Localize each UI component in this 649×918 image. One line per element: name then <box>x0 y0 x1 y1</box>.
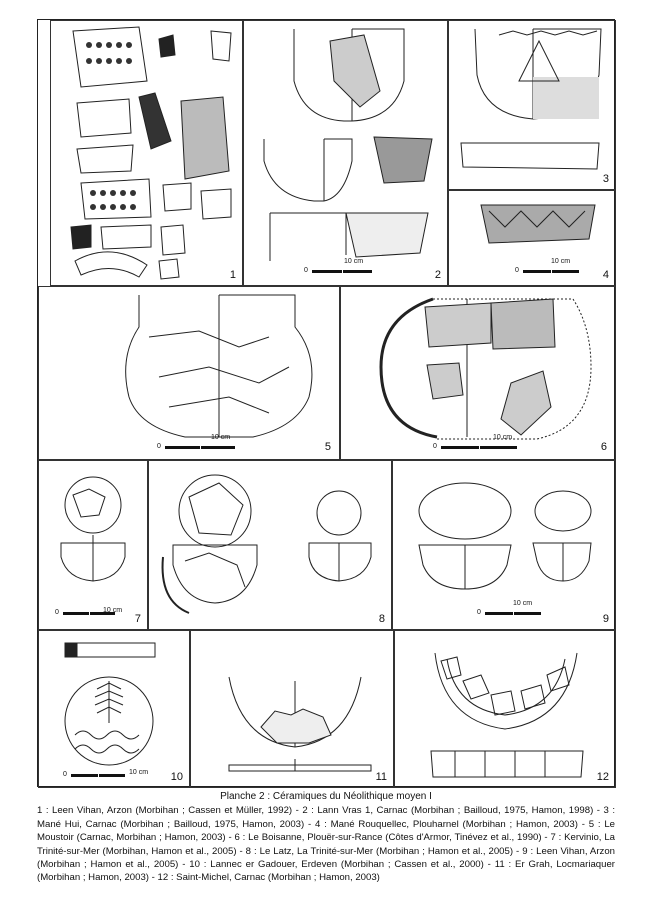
panel-11 <box>190 630 394 788</box>
panel-10 <box>38 630 190 788</box>
panel-5 <box>38 286 340 460</box>
panel-number: 7 <box>134 613 141 625</box>
vessel-drawing <box>191 631 393 787</box>
scale-unit: 10 cm <box>129 769 149 776</box>
vessel-drawing <box>395 631 615 787</box>
panel-7 <box>38 460 148 630</box>
panel-number: 6 <box>600 441 607 453</box>
scale-zero: 0 <box>55 609 59 616</box>
caption-body: 1 : Leen Vihan, Arzon (Morbihan ; Cassen et Müller, 1992) - 2 : Lann Vras 1, Carnac (Morbihan ; Bailloud, 1975, Hamon, 1998) - 3 : Mané Hui, Carnac (Morbihan ; Bailloud, 1975, Hamon, 2003) - 4 : Mané Rouquellec, Plouharnel (Morbihan ; Hamon, 2003) - 5 : Le Moustoir (Carnac, Morbihan ; Hamon, 2003) - 6 : Le Boisanne, Plouër-sur-Rance (Côtes d'Armor, Tinévez et al., 1990) - 7 : Kervinio, La Trinité-sur-Mer (Morbihan, Hamon et al., 2005) - 8 : Le Latz, La Trinité-sur-Mer (Morbihan ; Hamon et al., 2005) - 9 : Leen Vihan, Arzon (Morbihan ; Hamon et al., 2005) - 10 : Lannec er Gadouer, Erdeven (Morbihan ; Cassen et al., 2000) - 11 : Er Grah, Locmariaquer (Morbihan ; Hamon, 2003) - 12 : Saint-Michel, Carnac (Morbihan ; Hamon, 2003) <box>37 805 615 884</box>
scale-zero: 0 <box>63 771 67 778</box>
panel-number: 3 <box>602 173 609 185</box>
scale-zero: 0 <box>304 267 308 274</box>
panel-number: 10 <box>170 771 183 783</box>
panel-3 <box>448 20 616 190</box>
scale-zero: 0 <box>433 443 437 450</box>
vessels-drawing <box>449 21 615 189</box>
scale-zero: 0 <box>477 609 481 616</box>
bowl-drawing <box>39 461 147 629</box>
panel-number: 4 <box>602 269 609 281</box>
bowls-drawing <box>393 461 615 629</box>
caption-title: Planche 2 : Céramiques du Néolithique moyen I <box>220 791 432 802</box>
panel-6 <box>340 286 616 460</box>
sherds-drawing <box>51 21 242 285</box>
scale-zero: 0 <box>515 267 519 274</box>
scale-zero: 0 <box>157 443 161 450</box>
panel-2 <box>243 20 448 286</box>
figure-caption <box>37 790 615 885</box>
panel-number: 2 <box>434 269 441 281</box>
figure-plate <box>37 19 615 787</box>
panel-number: 12 <box>596 771 609 783</box>
scale-unit: 10 cm <box>513 600 533 607</box>
panel-8 <box>148 460 392 630</box>
vessel-drawing <box>39 287 339 459</box>
panel-number: 5 <box>324 441 331 453</box>
vessel-drawing <box>39 631 189 787</box>
panel-number: 9 <box>602 613 609 625</box>
scale-unit: 10 cm <box>211 434 231 441</box>
scale-unit: 10 cm <box>344 258 364 265</box>
panel-12 <box>394 630 616 788</box>
panel-4 <box>448 190 616 286</box>
panel-9 <box>392 460 616 630</box>
panel-1 <box>50 20 243 286</box>
vessel-drawing <box>341 287 615 459</box>
panel-number: 8 <box>378 613 385 625</box>
panel-number: 11 <box>375 771 387 783</box>
scale-unit: 10 cm <box>551 258 571 265</box>
bowls-drawing <box>149 461 391 629</box>
panel-number: 1 <box>229 269 236 281</box>
scale-unit: 10 cm <box>493 434 513 441</box>
scale-unit: 10 cm <box>103 607 123 614</box>
vessels-drawing <box>244 21 447 285</box>
